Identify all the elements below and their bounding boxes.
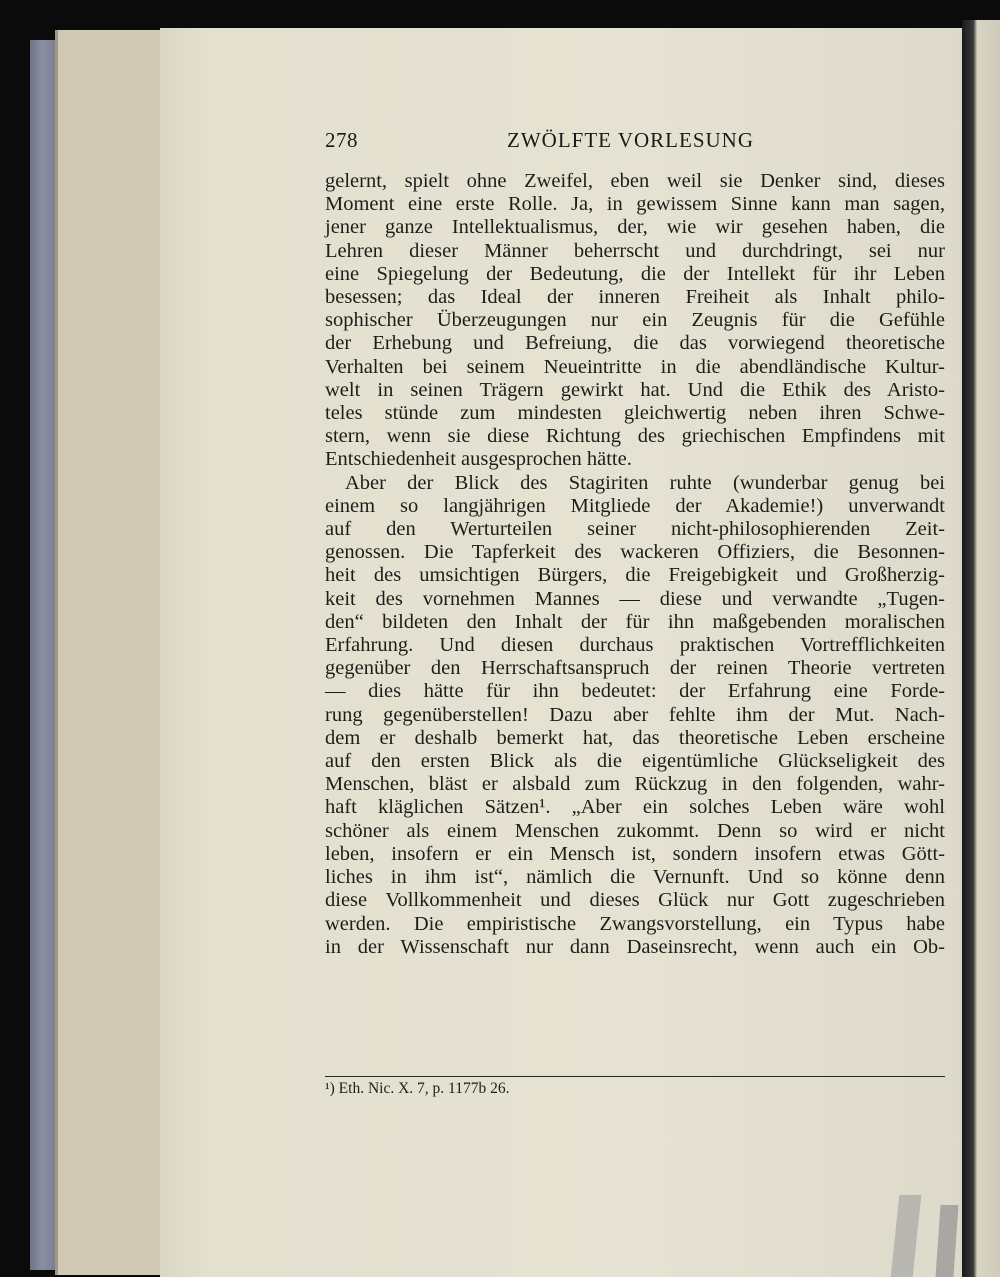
text-line: Entschiedenheit ausgesprochen hätte.	[325, 448, 632, 471]
running-header	[325, 128, 945, 160]
text-line: eine Spiegelung der Bedeutung, die der Intellekt für ihr Leben	[325, 262, 945, 285]
text-line: haft kläglichen Sätzen¹. „Aber ein solches Leben wäre wohl	[325, 796, 945, 819]
book-gutter	[962, 20, 1000, 1277]
text-line: besessen; das Ideal der inneren Freiheit als Inhalt philo-	[325, 286, 945, 309]
text-line: liches in ihm ist“, nämlich die Vernunft. Und so könne denn	[325, 866, 945, 889]
text-line: Aber der Blick des Stagiriten ruhte (wunderbar genug bei	[345, 471, 945, 494]
text-line: Erfahrung. Und diesen durchaus praktischen Vortrefflichkeiten	[325, 634, 945, 657]
text-line: genossen. Die Tapferkeit des wackeren Offiziers, die Besonnen-	[325, 541, 945, 564]
text-line: in der Wissenschaft nur dann Daseinsrecht, wenn auch ein Ob-	[325, 935, 945, 958]
footnote: ¹) Eth. Nic. X. 7, p. 1177b 26.	[325, 1080, 510, 1097]
page-number: 278	[325, 128, 358, 152]
text-line: teles stünde zum mindesten gleichwertig neben ihren Schwe-	[325, 402, 945, 425]
text-line: dem er deshalb bemerkt hat, das theoretische Leben erscheine	[325, 726, 945, 749]
text-line: rung gegenüberstellen! Dazu aber fehlte ihm der Mut. Nach-	[325, 703, 945, 726]
text-line: Menschen, bläst er alsbald zum Rückzug in den folgenden, wahr-	[325, 773, 945, 796]
text-line: — dies hätte für ihn bedeutet: der Erfahrung eine Forde-	[325, 680, 945, 703]
text-line: stern, wenn sie diese Richtung des griechischen Empfindens mit	[325, 425, 945, 448]
text-line: gegenüber den Herrschaftsanspruch der reinen Theorie vertreten	[325, 657, 945, 680]
text-line: Verhalten bei seinem Neueintritte in die abendländische Kultur-	[325, 355, 945, 378]
text-line: sophischer Überzeugungen nur ein Zeugnis für die Gefühle	[325, 309, 945, 332]
text-line: jener ganze Intellektualismus, der, wie wir gesehen haben, die	[325, 216, 945, 239]
text-line: gelernt, spielt ohne Zweifel, eben weil sie Denker sind, dieses	[325, 170, 945, 192]
text-line: schöner als einem Menschen zukommt. Denn so wird er nicht	[325, 819, 945, 842]
running-title: ZWÖLFTE VORLESUNG	[507, 128, 755, 152]
footnote-rule	[325, 1076, 945, 1077]
text-line: Lehren dieser Männer beherrscht und durchdringt, sei nur	[325, 239, 945, 262]
text-line: den“ bildeten den Inhalt der für ihn maßgebenden moralischen	[325, 610, 945, 633]
text-line: leben, insofern er ein Mensch ist, sondern insofern etwas Gött-	[325, 842, 945, 865]
text-line: heit des umsichtigen Bürgers, die Freigebigkeit und Großherzig-	[325, 564, 945, 587]
text-line: Moment eine erste Rolle. Ja, in gewissem Sinne kann man sagen,	[325, 193, 945, 216]
paragraph-2	[325, 472, 945, 959]
paragraph-1	[325, 170, 945, 472]
text-line: der Erhebung und Befreiung, die das vorwiegend theoretische	[325, 332, 945, 355]
text-line: diese Vollkommenheit und dieses Glück nur Gott zugeschrieben	[325, 889, 945, 912]
body-text	[325, 170, 945, 959]
text-line: welt in seinen Trägern gewirkt hat. Und die Ethik des Aristo-	[325, 378, 945, 401]
text-line: keit des vornehmen Mannes — diese und verwandte „Tugen-	[325, 587, 945, 610]
text-line: einem so langjährigen Mitgliede der Akademie!) unverwandt	[325, 494, 945, 517]
text-line: werden. Die empiristische Zwangsvorstellung, ein Typus habe	[325, 912, 945, 935]
text-line: auf den Werturteilen seiner nicht-philosophierenden Zeit-	[325, 518, 945, 541]
text-line: auf den ersten Blick als die eigentümliche Glückseligkeit des	[325, 750, 945, 773]
